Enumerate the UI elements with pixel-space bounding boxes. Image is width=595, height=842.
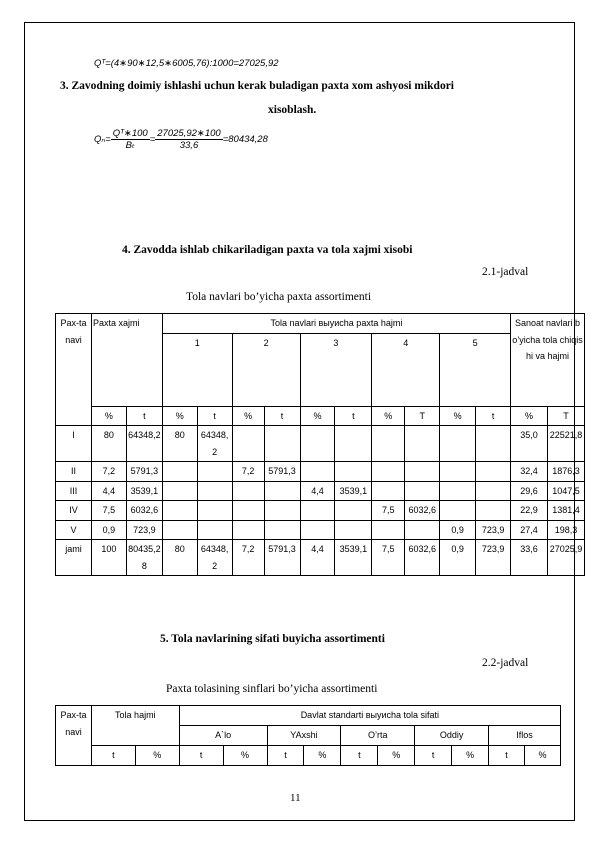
header-grade-4: 4: [372, 333, 440, 406]
table-cell: 3539,1: [335, 481, 372, 501]
table-cell: 4,4: [300, 540, 335, 576]
fraction-denominator-2: 33,6: [179, 140, 199, 151]
row-grade-name: I: [56, 426, 92, 462]
fraction-denominator: Bₜ: [125, 140, 135, 151]
table-cell: 22,9: [511, 501, 548, 521]
table-cell: 80435,28: [126, 540, 162, 576]
table-cotton-assortment: [55, 313, 585, 576]
unit-cell: %: [372, 406, 405, 426]
table-cell: [197, 481, 232, 501]
table-cell: [232, 426, 264, 462]
table-cell: 7,2: [232, 540, 264, 576]
table-cell: 27,4: [511, 520, 548, 540]
table-cell: [476, 501, 511, 521]
section-3-heading-line1: 3. Zavodning doimiy ishlashi uchun kerak buladigan paxta xom ashyosi mikdori: [60, 80, 454, 92]
unit-cell: %: [300, 406, 335, 426]
table-cell: 64348,2: [197, 540, 232, 576]
table-cell: [232, 501, 264, 521]
table-cell: 80: [91, 426, 126, 462]
table-cell: 64348,2: [197, 426, 232, 462]
row-grade-name: II: [56, 462, 92, 482]
unit-cell-2: t: [267, 746, 304, 766]
unit-cell-2: %: [223, 746, 267, 766]
header-class-yaxshi: YAxshi: [267, 726, 341, 746]
table-cell: 0,9: [440, 520, 476, 540]
row-grade-name: IV: [56, 501, 92, 521]
table-cell: [162, 481, 197, 501]
unit-cell: t: [476, 406, 511, 426]
table-cell: 4,4: [300, 481, 335, 501]
unit-cell: %: [511, 406, 548, 426]
table-cell: 7,2: [232, 462, 264, 482]
header-paxta-xajmi: Paxta xajmi: [91, 314, 162, 407]
unit-cell-2: %: [135, 746, 179, 766]
formula-fraction-2: [155, 128, 222, 151]
section-3-heading-line2: xisoblash.: [268, 104, 317, 116]
table-row: [56, 501, 585, 521]
table-cell: [232, 481, 264, 501]
unit-cell: t: [126, 406, 162, 426]
table-cell: [197, 501, 232, 521]
unit-cell: %: [91, 406, 126, 426]
header-quality-group: Davlat standarti выyиcha tola sifati: [179, 706, 560, 726]
table-cell: [264, 501, 300, 521]
header-grade-3: 3: [300, 333, 372, 406]
unit-cell: t: [264, 406, 300, 426]
units-row: [56, 406, 585, 426]
table-cell: [476, 481, 511, 501]
table-cell: [197, 462, 232, 482]
header-paxta-navi-2: Pax-ta navi: [56, 706, 92, 766]
header-grade-2: 2: [232, 333, 300, 406]
unit-cell: T: [547, 406, 584, 426]
header-grade-1: 1: [162, 333, 232, 406]
unit-cell-2: %: [452, 746, 489, 766]
table-row: [56, 481, 585, 501]
table-cell: [162, 520, 197, 540]
table-cell: [440, 481, 476, 501]
table-cell: 7,5: [372, 540, 405, 576]
unit-cell-2: t: [415, 746, 452, 766]
table-cell: 7,2: [91, 462, 126, 482]
table-cell: 723,9: [126, 520, 162, 540]
table-cell: [264, 481, 300, 501]
formula-equals: =: [149, 134, 156, 146]
table-cell: 64348,2: [126, 426, 162, 462]
unit-cell: t: [197, 406, 232, 426]
unit-cell: %: [162, 406, 197, 426]
table-cell: [476, 426, 511, 462]
table-cell: 723,9: [476, 540, 511, 576]
table-row: [56, 520, 585, 540]
table-cell: [197, 520, 232, 540]
table-cell: 7,5: [372, 501, 405, 521]
table-row: [56, 540, 585, 576]
table-cell: 0,9: [91, 520, 126, 540]
table-cell: 3539,1: [335, 540, 372, 576]
table-cell: [300, 501, 335, 521]
table-cell: 1047,5: [547, 481, 584, 501]
table-1-label: 2.1-jadval: [482, 266, 529, 278]
table-cell: [335, 462, 372, 482]
header-class-iflos: Iflos: [489, 726, 561, 746]
table-cell: 80: [162, 426, 197, 462]
table-cell: [264, 426, 300, 462]
header-class-oddiy: Oddiy: [415, 726, 489, 746]
table-cell: [232, 520, 264, 540]
table-2-caption: Paxta tolasining sinflari bo’yicha assortimenti: [166, 683, 378, 695]
table-cell: [162, 462, 197, 482]
table-row: [56, 462, 585, 482]
unit-cell-2: t: [341, 746, 378, 766]
unit-cell-2: %: [304, 746, 341, 766]
unit-cell: T: [405, 406, 440, 426]
row-grade-name: III: [56, 481, 92, 501]
table-cell: [476, 462, 511, 482]
table-cell: [440, 426, 476, 462]
formula-lhs: Qₙ=: [94, 134, 111, 146]
section-5-heading: 5. Tola navlarining sifati buyicha assortimenti: [160, 633, 385, 645]
table-cell: [405, 481, 440, 501]
table-cell: [405, 520, 440, 540]
table-cell: 5791,3: [264, 540, 300, 576]
table-fiber-quality: [55, 705, 561, 766]
table-cell: [372, 481, 405, 501]
fraction-numerator: Qᵀ∗100: [112, 128, 148, 139]
table-cell: 198,3: [547, 520, 584, 540]
unit-cell-2: t: [179, 746, 223, 766]
unit-cell: %: [440, 406, 476, 426]
table-cell: 6032,6: [405, 501, 440, 521]
table-cell: 35,0: [511, 426, 548, 462]
formula-result: =80434,28: [222, 134, 268, 146]
table-cell: [335, 501, 372, 521]
table-cell: [372, 426, 405, 462]
table-cell: 32,4: [511, 462, 548, 482]
table-cell: [405, 426, 440, 462]
header-tola-hajmi: Tola hajmi: [91, 706, 179, 746]
row-grade-name: jami: [56, 540, 92, 576]
header-grade-5: 5: [440, 333, 511, 406]
units-row-2: [56, 746, 561, 766]
table-cell: [335, 426, 372, 462]
table-cell: 29,6: [511, 481, 548, 501]
table-cell: 7,5: [91, 501, 126, 521]
table-cell: [440, 501, 476, 521]
formula-raw-cotton: [94, 128, 268, 151]
table-cell: 4,4: [91, 481, 126, 501]
table-cell: 1381,4: [547, 501, 584, 521]
section-4-heading: 4. Zavodda ishlab chikariladigan paxta va tola xajmi xisobi: [122, 244, 413, 256]
table-cell: [300, 462, 335, 482]
unit-cell-2: t: [489, 746, 525, 766]
table-cell: [372, 462, 405, 482]
table-1-body: [56, 426, 585, 576]
unit-cell: t: [335, 406, 372, 426]
table-cell: 3539,1: [126, 481, 162, 501]
header-fiber-grades-group: Tola navlari выyиcha paxta hajmi: [162, 314, 510, 334]
header-class-alo: A`lo: [179, 726, 267, 746]
table-cell: [300, 520, 335, 540]
table-cell: [372, 520, 405, 540]
table-cell: 100: [91, 540, 126, 576]
table-cell: 1876,3: [547, 462, 584, 482]
header-industrial-grades: Sanoat navlari bo’yicha tola chiqishi va hajmi: [511, 314, 585, 407]
page-number: 11: [290, 792, 301, 804]
table-cell: 22521,8: [547, 426, 584, 462]
table-cell: 6032,6: [405, 540, 440, 576]
table-cell: 27025,9: [547, 540, 584, 576]
table-cell: [162, 501, 197, 521]
fraction-numerator-2: 27025,92∗100: [157, 128, 221, 139]
table-2-label: 2.2-jadval: [482, 657, 529, 669]
unit-cell: %: [232, 406, 264, 426]
table-cell: [335, 520, 372, 540]
table-cell: 0,9: [440, 540, 476, 576]
table-cell: [405, 462, 440, 482]
table-1-caption: Tola navlari bo’yicha paxta assortimenti: [186, 291, 372, 303]
table-cell: 723,9: [476, 520, 511, 540]
table-cell: 5791,3: [264, 462, 300, 482]
table-cell: [440, 462, 476, 482]
unit-cell-2: t: [91, 746, 135, 766]
header-paxta-navi: Pax-ta navi: [56, 314, 92, 426]
table-cell: 5791,3: [126, 462, 162, 482]
formula-fiber-total: Qᵀ=(4∗90∗12,5∗6005,76):1000=27025,92: [94, 58, 279, 69]
row-grade-name: V: [56, 520, 92, 540]
unit-cell-2: %: [524, 746, 560, 766]
unit-cell-2: %: [378, 746, 415, 766]
table-cell: [300, 426, 335, 462]
formula-fraction-1: [111, 128, 150, 151]
header-class-orta: O’rta: [341, 726, 415, 746]
table-row: [56, 426, 585, 462]
table-cell: 80: [162, 540, 197, 576]
table-cell: 6032,6: [126, 501, 162, 521]
table-cell: 33,6: [511, 540, 548, 576]
table-cell: [264, 520, 300, 540]
